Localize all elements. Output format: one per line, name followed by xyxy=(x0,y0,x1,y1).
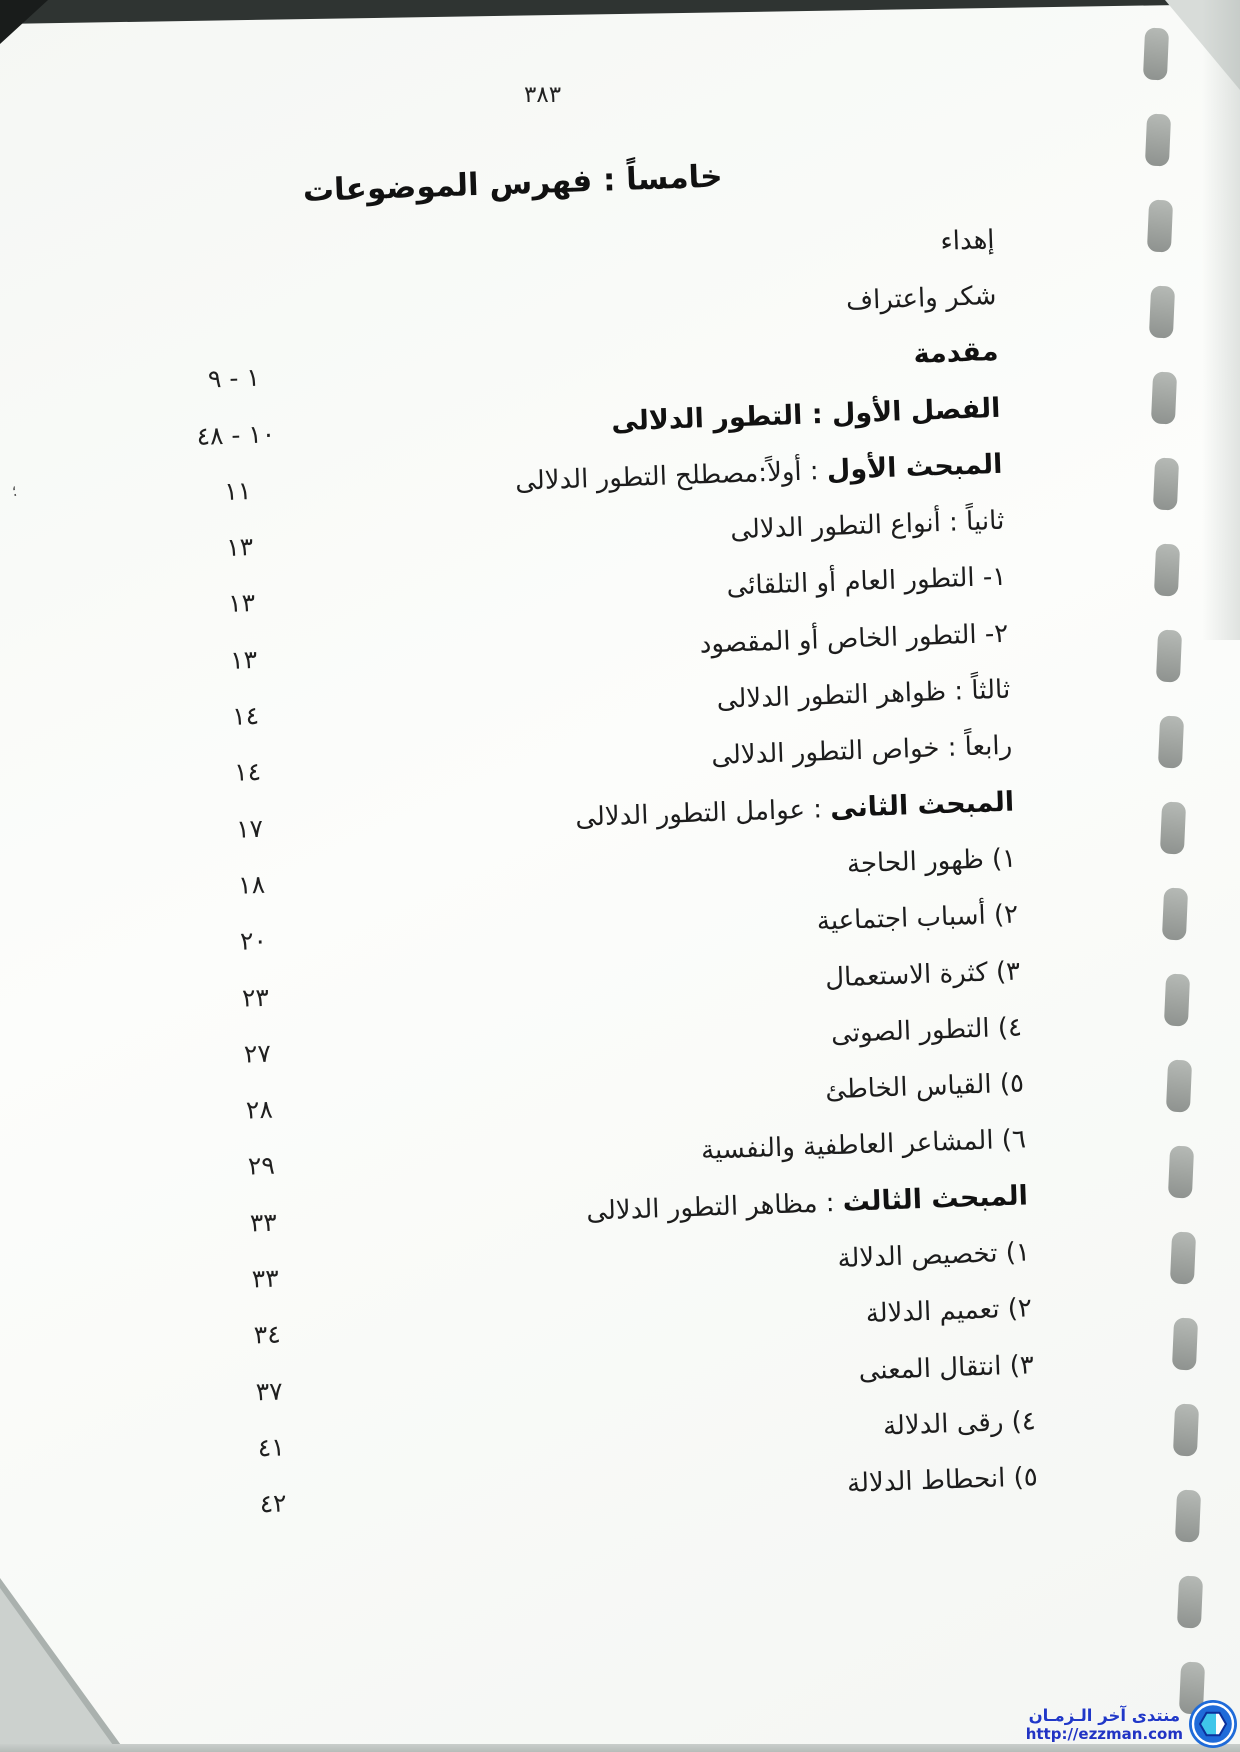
toc-entry-label: ١- التطور العام أو التلقائى xyxy=(726,562,1007,602)
ezzman-logo-icon xyxy=(1188,1699,1238,1749)
toc-title: خامساً : فهرس الموضوعات xyxy=(302,158,724,210)
toc-entry-label: ٤) التطور الصوتى xyxy=(830,1012,1023,1049)
toc-entry-label: مقدمة xyxy=(913,336,999,371)
toc-entry-page-number: ٣٤ xyxy=(253,1319,282,1350)
toc-entry-page-number: ١٣ xyxy=(225,532,254,563)
toc-entry-label: ٢) أسباب اجتماعية xyxy=(816,899,1019,937)
toc-entry-page-number: ١١ xyxy=(223,475,252,506)
toc-entry-label: ٥) القياس الخاطئ xyxy=(824,1068,1025,1106)
toc-entry-label: ٢) تعميم الدلالة xyxy=(865,1293,1033,1330)
site-name: منتدى آخر الـزمـان xyxy=(1028,1705,1181,1725)
toc-entry-page-number: ١٧ xyxy=(235,813,264,844)
toc-entry-label: المبحث الثالث : مظاهر التطور الدلالى xyxy=(585,1180,1029,1227)
toc-entry-page-number: ٣٣ xyxy=(249,1207,278,1238)
binding-hole-mark xyxy=(1175,1490,1201,1543)
binding-hole-mark xyxy=(1164,974,1190,1027)
toc-entry-page-number: ١٨ xyxy=(237,869,266,900)
toc-entry-page-number: ٢٩ xyxy=(247,1151,276,1181)
binding-hole-mark xyxy=(1173,1404,1199,1457)
toc-entry-label: المبحث الثانى : عوامل التطور الدلالى xyxy=(574,786,1015,833)
binding-hole-mark xyxy=(1145,114,1171,167)
page-number: ٣٨٣ xyxy=(524,82,562,108)
toc-entry-label: ٣) انتقال المعنى xyxy=(858,1349,1035,1386)
toc-entry-page-number xyxy=(170,264,290,268)
toc-entry-label: المبحث الأول : أولاً:مصطلح التطور الدلالى xyxy=(514,448,1003,497)
toc-entry-page-number: ٢٣ xyxy=(241,982,270,1013)
toc-entry-label: ١) ظهور الحاجة xyxy=(846,843,1017,880)
binding-hole-mark xyxy=(1152,458,1178,511)
toc-entry-page-number: ٢٧ xyxy=(243,1038,272,1069)
toc-entry-label: ٣) كثرة الاستعمال xyxy=(824,956,1021,993)
toc-entry-label: ٤) رقى الدلالة xyxy=(882,1406,1037,1442)
site-watermark xyxy=(1026,1699,1238,1749)
toc-entry-page-number: ٣٧ xyxy=(255,1376,284,1407)
table-of-contents xyxy=(166,136,1038,1534)
binding-hole-mark xyxy=(1169,1232,1195,1285)
toc-entry-label: ٥) انحطاط الدلالة xyxy=(846,1462,1039,1500)
toc-entry-page-number: ١٣ xyxy=(229,644,258,675)
binding-hole-mark xyxy=(1166,1060,1192,1113)
toc-entry-label: رابعاً : خواص التطور الدلالى xyxy=(710,730,1013,772)
binding-hole-mark xyxy=(1160,802,1186,855)
page-edge-shadow xyxy=(1202,0,1240,640)
toc-entry-page-number: ٢٠ xyxy=(239,925,268,956)
scan-edge-top xyxy=(0,0,1240,26)
binding-hole-mark xyxy=(1158,716,1184,769)
toc-entry-page-number: ٤١ xyxy=(257,1432,286,1463)
stray-ink-mark: ؛ xyxy=(10,481,19,501)
toc-entry-label: الفصل الأول : التطور الدلالى xyxy=(610,392,1001,437)
toc-list xyxy=(169,211,1039,1534)
toc-entry-label: ثانياً : أنواع التطور الدلالى xyxy=(729,505,1005,546)
toc-entry-page-number: ١٣ xyxy=(227,588,256,619)
toc-entry-page-number: ١٤ xyxy=(231,700,260,731)
site-url-link[interactable]: http://ezzman.com xyxy=(1025,1724,1183,1743)
toc-entry-page-number: ١ - ٩ xyxy=(207,362,261,394)
binding-hole-mark xyxy=(1150,372,1176,425)
toc-entry-label: ثالثاً : ظواهر التطور الدلالى xyxy=(716,674,1011,715)
binding-hole-mark xyxy=(1154,544,1180,597)
binding-hole-mark xyxy=(1177,1576,1203,1629)
toc-entry-page-number: ١٤ xyxy=(233,757,262,788)
toc-entry-label: ١) تخصيص الدلالة xyxy=(837,1237,1031,1275)
toc-entry-page-number xyxy=(172,320,292,324)
binding-hole-mark xyxy=(1156,630,1182,683)
toc-entry-label: شكر واعتراف xyxy=(845,280,997,317)
toc-entry-label: ٢- التطور الخاص أو المقصود xyxy=(699,618,1009,660)
binding-hole-mark xyxy=(1168,1146,1194,1199)
toc-entry-page-number: ٤٢ xyxy=(259,1488,288,1519)
toc-entry-page-number: ٢٨ xyxy=(245,1094,274,1125)
binding-hole-mark xyxy=(1147,200,1173,253)
binding-hole-mark xyxy=(1149,286,1175,339)
binding-hole-mark xyxy=(1162,888,1188,941)
toc-entry-label: ٦) المشاعر العاطفية والنفسية xyxy=(700,1124,1027,1167)
toc-entry-page-number: ١٠ - ٤٨ xyxy=(195,418,276,451)
toc-entry-label: إهداء xyxy=(939,224,995,257)
binding-hole-mark xyxy=(1143,28,1169,81)
binding-hole-mark xyxy=(1171,1318,1197,1371)
toc-entry-page-number: ٣٣ xyxy=(251,1263,280,1294)
